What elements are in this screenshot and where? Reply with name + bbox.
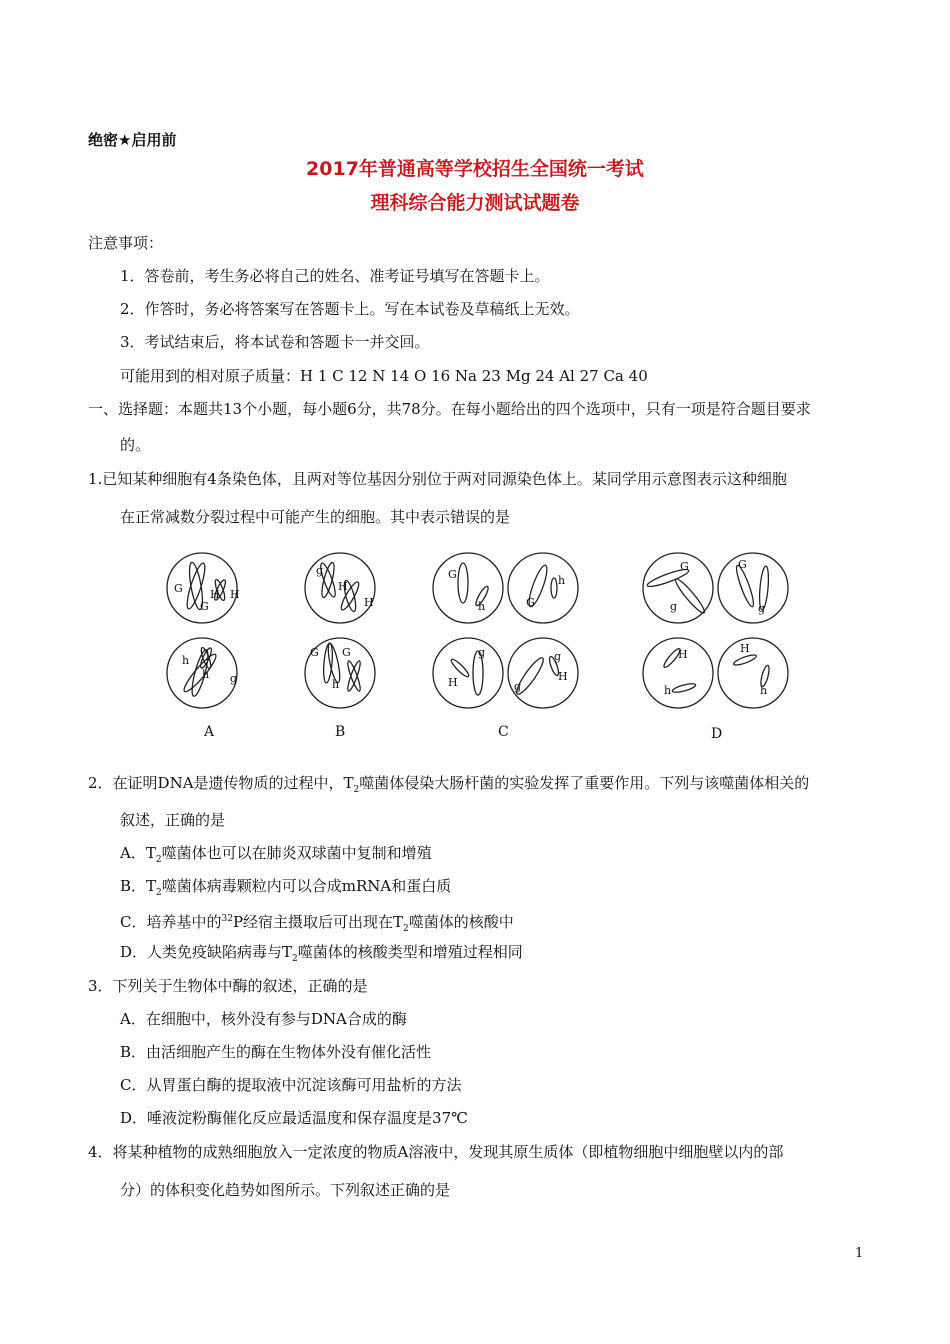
- gene-label: h: [760, 684, 768, 697]
- question-3-option-c: C．从胃蛋白酶的提取液中沉淀该酶可用盐析的方法: [120, 1076, 462, 1094]
- exam-title: 2017年普通高等学校招生全国统一考试: [306, 158, 644, 180]
- exam-subtitle: 理科综合能力测试试题卷: [370, 192, 580, 214]
- option-a-cells: [167, 553, 237, 708]
- atomic-masses: 可能用到的相对原子质量：H 1 C 12 N 14 O 16 Na 23 Mg 24 Al 27 Ca 40: [120, 367, 648, 385]
- meiosis-cells-figure: [160, 548, 790, 743]
- figure-label-d: D: [711, 726, 723, 742]
- gene-label: g: [670, 600, 678, 613]
- figure-label-a: A: [204, 724, 215, 740]
- question-4-stem: 4．将某种植物的成熟细胞放入一定浓度的物质A溶液中，发现其原生质体（即植物细胞中细胞壁以内的部: [88, 1143, 784, 1161]
- gene-label: h: [664, 684, 672, 697]
- figure-label-b: B: [335, 724, 346, 740]
- question-2-option-d: D．人类免疫缺陷病毒与$T_2$噬菌体的核酸类型和增殖过程相同: [120, 943, 523, 964]
- gene-label: g: [514, 680, 522, 693]
- gene-label: G: [738, 558, 747, 571]
- gene-label: H: [558, 670, 568, 683]
- gene-label: g: [316, 564, 324, 577]
- page-number: 1: [855, 1246, 864, 1261]
- gene-label: H: [210, 588, 220, 601]
- gene-label: g: [554, 650, 562, 663]
- question-2-option-b: B．$T_2$噬菌体病毒颗粒内可以合成mRNA和蛋白质: [120, 877, 452, 898]
- gene-label: H: [740, 642, 750, 655]
- question-2-option-c: C．培养基中的$^{32}$P经宿主摄取后可出现在$T_2$噬菌体的核酸中: [120, 913, 514, 934]
- gene-label: h: [332, 678, 340, 691]
- gene-label: G: [174, 582, 183, 595]
- figure-label-c: C: [498, 724, 509, 740]
- notice-item: 1．答卷前，考生务必将自己的姓名、准考证号填写在答题卡上。: [120, 267, 550, 285]
- notice-item: 3．考试结束后，将本试卷和答题卡一并交回。: [120, 333, 430, 351]
- gene-label: h: [558, 574, 566, 587]
- question-3-option-a: A．在细胞中，核外没有参与DNA合成的酶: [120, 1010, 407, 1028]
- question-4-stem-cont: 分）的体积变化趋势如图所示。下列叙述正确的是: [120, 1181, 451, 1199]
- gene-label: g: [230, 672, 238, 685]
- gene-label: G: [448, 568, 457, 581]
- gene-label: h: [478, 600, 486, 613]
- confidential-mark: 绝密★启用前: [88, 131, 177, 149]
- gene-label: G: [310, 646, 319, 659]
- gene-label: H: [678, 648, 688, 661]
- gene-label: g: [478, 646, 486, 659]
- gene-label: g: [758, 602, 766, 615]
- gene-label: H: [448, 676, 458, 689]
- notice-heading: 注意事项：: [88, 234, 164, 252]
- gene-label: h: [182, 654, 190, 667]
- question-3-option-b: B．由活细胞产生的酶在生物体外没有催化活性: [120, 1043, 432, 1061]
- gene-label: H: [364, 596, 374, 609]
- question-2-option-a: A．$T_2$噬菌体也可以在肺炎双球菌中复制和增殖: [120, 844, 432, 865]
- gene-label: H: [338, 580, 348, 593]
- gene-label: G: [342, 646, 351, 659]
- gene-label: G: [200, 600, 209, 613]
- question-3-option-d: D．唾液淀粉酶催化反应最适温度和保存温度是37℃: [120, 1109, 468, 1127]
- section-heading-cont: 的。: [120, 436, 151, 454]
- question-1-stem: 1.已知某种细胞有4条染色体，且两对等位基因分别位于两对同源染色体上。某同学用示意图表示这种细胞: [88, 470, 787, 488]
- question-3-stem: 3．下列关于生物体中酶的叙述，正确的是: [88, 977, 368, 995]
- gene-label: H: [230, 588, 240, 601]
- section-heading: 一、选择题：本题共13个小题，每小题6分，共78分。在每小题给出的四个选项中，只有一项是符合题目要求: [88, 400, 811, 418]
- question-1-stem-cont: 在正常减数分裂过程中可能产生的细胞。其中表示错误的是: [120, 508, 511, 526]
- gene-label: G: [526, 596, 535, 609]
- question-2-stem: 2．在证明DNA是遗传物质的过程中，$T_2$噬菌体侵染大肠杆菌的实验发挥了重要作用。下列与该噬菌体相关的: [88, 774, 810, 795]
- question-2-stem-cont: 叙述，正确的是: [120, 811, 226, 829]
- gene-label: G: [680, 560, 689, 573]
- gene-label: h: [202, 668, 210, 681]
- notice-item: 2．作答时，务必将答案写在答题卡上。写在本试卷及草稿纸上无效。: [120, 300, 580, 318]
